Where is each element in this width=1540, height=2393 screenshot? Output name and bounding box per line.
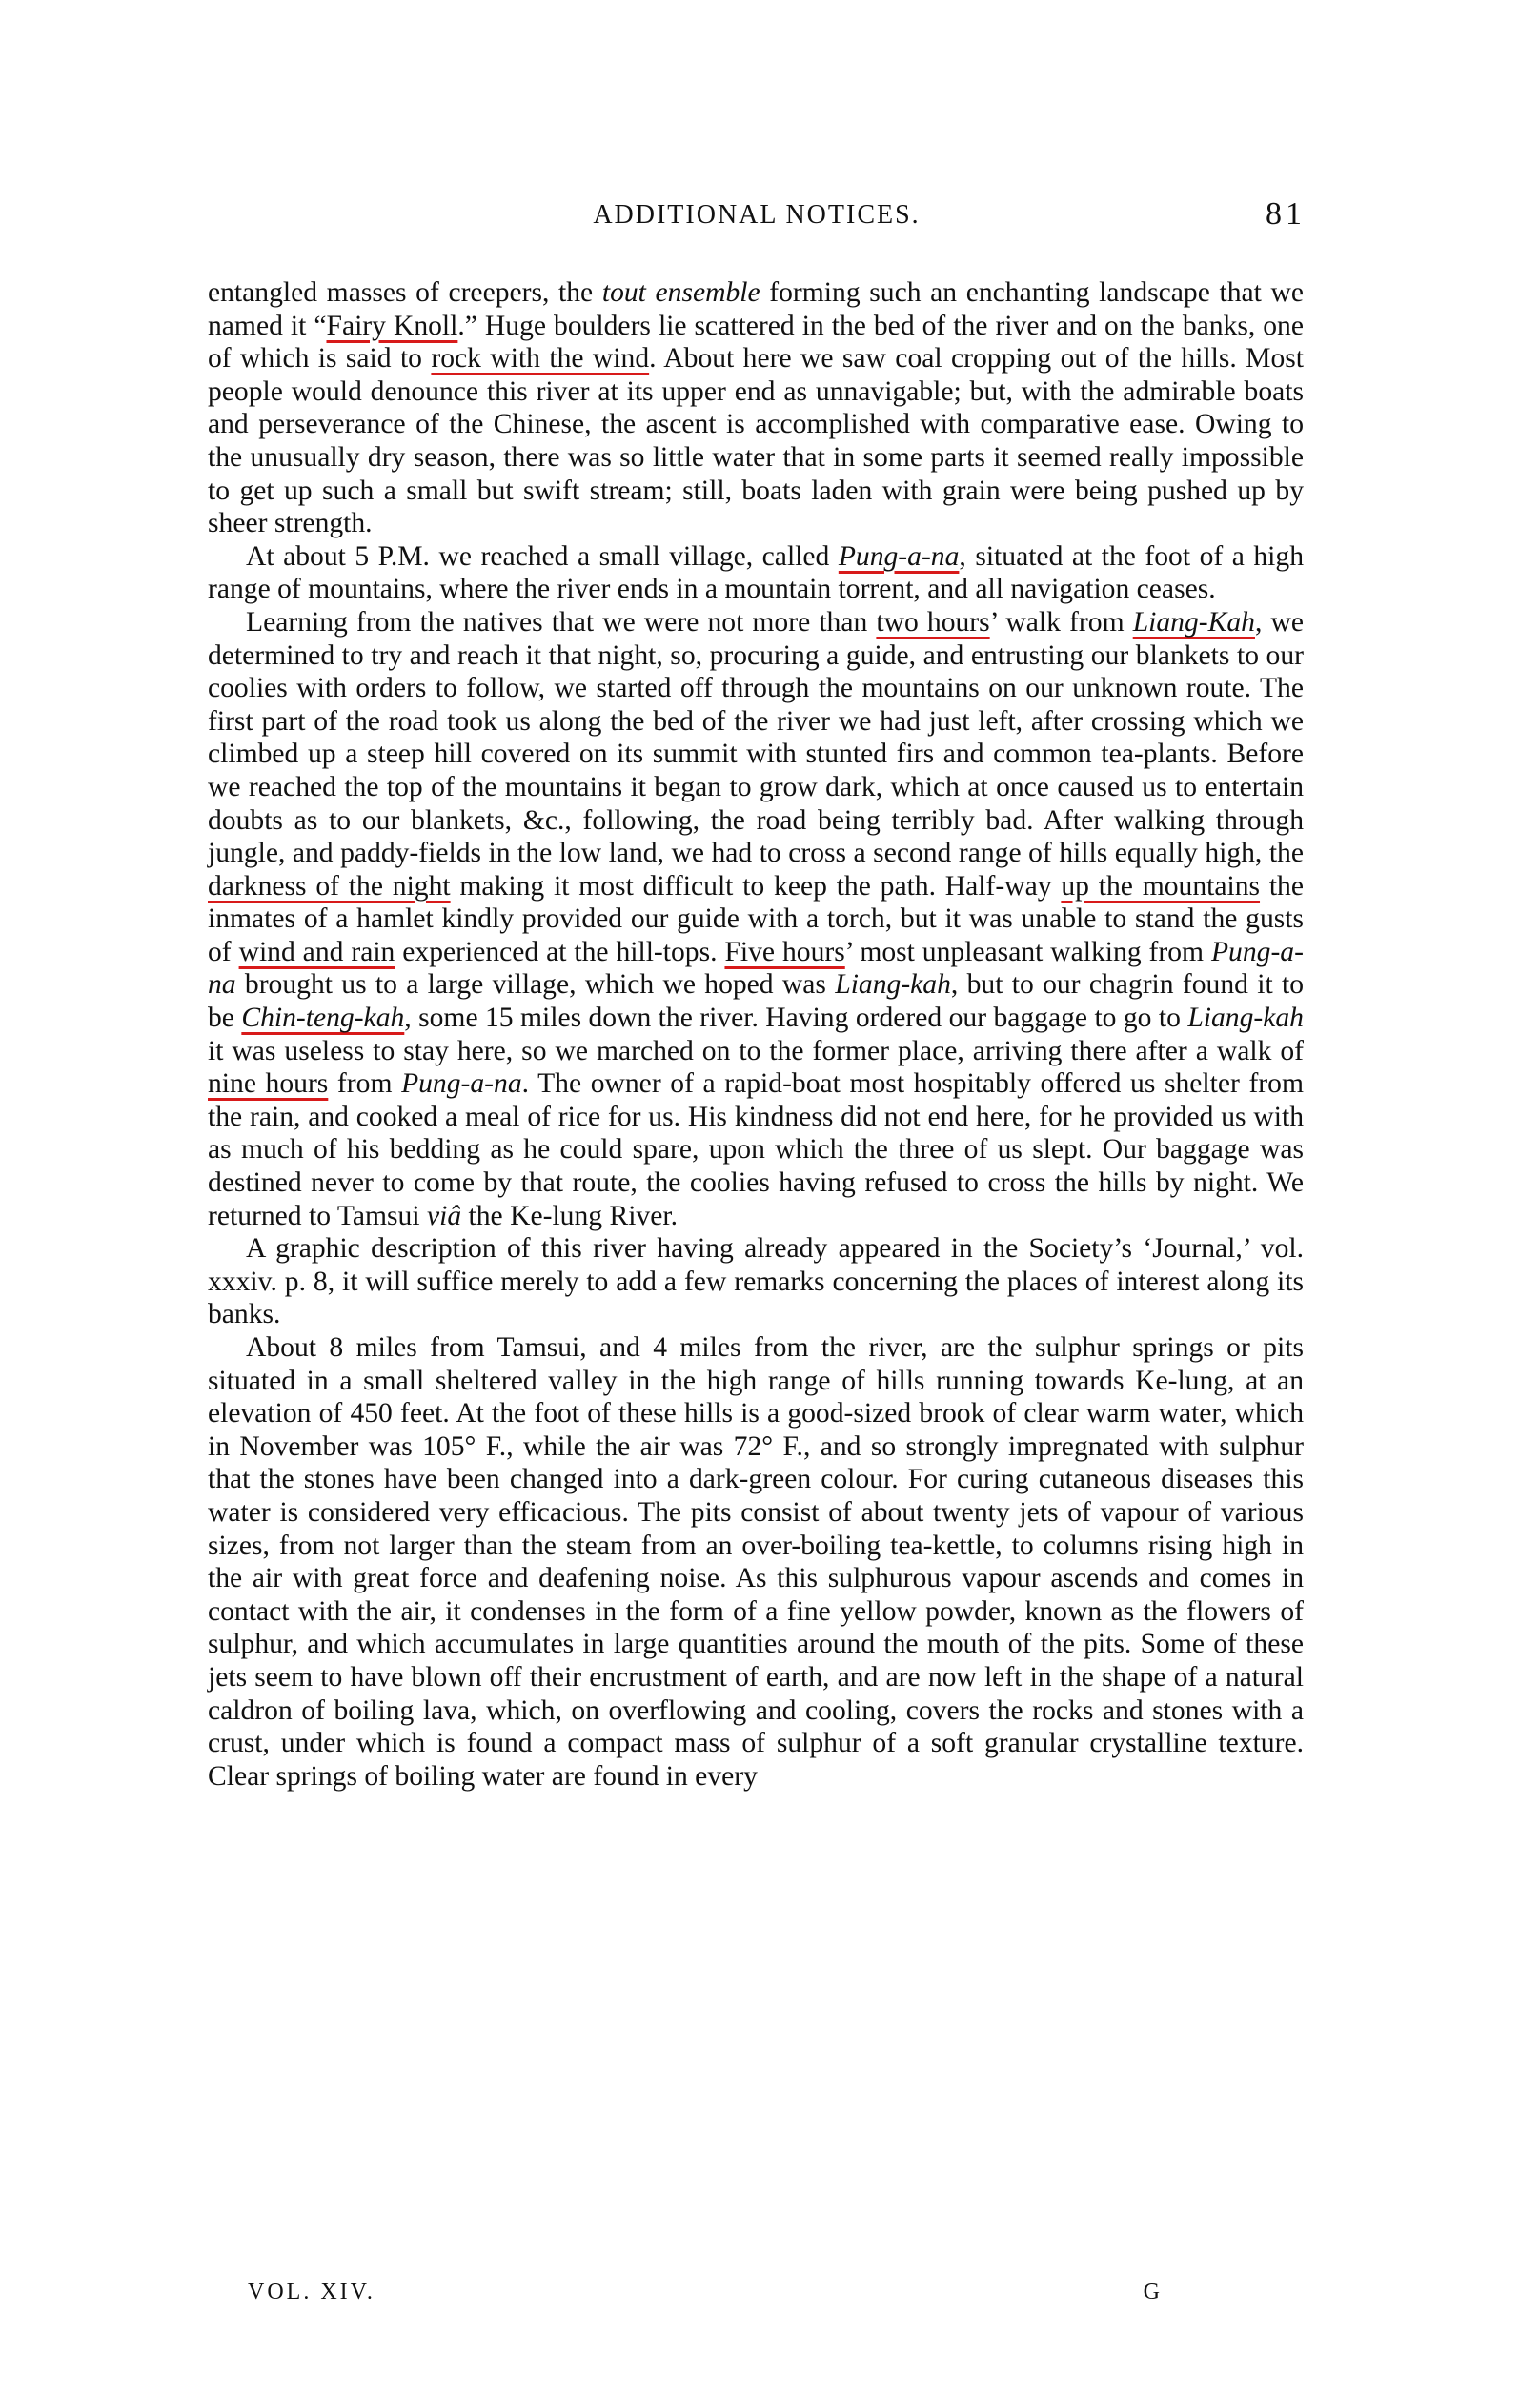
text-run: , but to our chagrin found it to be [208, 969, 1304, 1034]
underlined-phrase: Fairy Knoll [326, 310, 458, 341]
underlined-phrase: darkness of the night [208, 870, 451, 902]
italic-text: viâ [426, 1200, 462, 1231]
underlined-phrase: wind and rain [238, 936, 395, 967]
underlined-phrase: Five hours [724, 936, 845, 967]
underlined-phrase: rock with the wind [431, 343, 650, 375]
text-run: . The owner of a rapid-boat most hospitably offered us shelter from the rain, and cooked a meal of rice for us. His kindness did not end here, for he provided us with as much of his bedding as he could spare, upon which the three of us slept. Our baggage was destined never to come by that route, the coolies having refused to cross the hills by night. We returned to Tamsui [208, 1068, 1304, 1231]
italic-text: tout ensemble [601, 277, 760, 308]
underlined-phrase: Chin-teng-kah [241, 1003, 405, 1034]
running-title: ADDITIONAL NOTICES. [593, 200, 921, 230]
paragraph [208, 1331, 1304, 1793]
text-run: .” Huge boulders lie scattered in the bed of the river and on the banks, one of which is said to [208, 310, 1304, 375]
text-run: , some 15 miles down the river. Having ordered our baggage to go to [404, 1003, 1188, 1034]
underlined-phrase: nine hours [208, 1068, 329, 1100]
paragraph [208, 1232, 1304, 1331]
italic-text: Liang-kah [835, 969, 951, 1001]
italic-text: Liang-kah [1187, 1003, 1304, 1034]
volume-label: VOL. XIV. [248, 2280, 375, 2304]
text-run: A graphic description of this river having already appeared in the Society’s ‘Journal,’ vol. xxxiv. p. 8, it will suffice merely to add a few remarks concerning the places of interest along its banks. [208, 1233, 1304, 1330]
text-run: ’ walk from [989, 606, 1133, 638]
page-footer [248, 2280, 1163, 2318]
text-run: brought us to a large village, which we hoped was [235, 969, 836, 1001]
article-body [208, 276, 1304, 1793]
underlined-phrase: up the mountains [1061, 870, 1261, 902]
italic-text: Pung-a-na [401, 1068, 522, 1100]
text-run: forming such an enchanting landscape that we named it “ [208, 277, 1305, 341]
signature-mark: G [1143, 2280, 1163, 2304]
text-run: entangled masses of creepers, the [208, 277, 602, 308]
paragraph [208, 276, 1304, 540]
underlined-phrase: two hours [876, 606, 990, 638]
text-run: At about 5 P.M. we reached a small village, called [246, 540, 839, 572]
text-run: the Ke-lung River. [461, 1200, 678, 1231]
text-run: experienced at the hill-tops. [395, 936, 725, 967]
italic-text: Pung-a-na [208, 936, 1304, 1001]
text-run: making it most difficult to keep the path. Half-way [450, 870, 1062, 902]
paragraph [208, 540, 1304, 606]
paragraph [208, 606, 1304, 1232]
text-run: the inmates of a hamlet kindly provided our guide with a torch, but it was unable to stand the gusts of [208, 870, 1304, 967]
text-run: . About here we saw coal cropping out of the hills. Most people would denounce this river at its upper end as unnavigable; but, with the admirable boats and perseverance of the Chinese, the ascent is accomplished with comparative ease. Owing to the unusually dry season, there was so little water that in some parts it seemed really impossible to get up such a small but swift stream; still, boats laden with grain were being pushed up by sheer strength. [208, 343, 1305, 539]
underlined-phrase: Pung-a-na [838, 540, 960, 572]
text-run: ’ most unpleasant walking from [844, 936, 1211, 967]
text-run: , situated at the foot of a high range of mountains, where the river ends in a mountain torrent, and all navigation ceases. [208, 540, 1304, 605]
text-run: it was useless to stay here, so we marched on to the former place, arriving there after a walk of [208, 1035, 1304, 1066]
text-run: About 8 miles from Tamsui, and 4 miles from the river, are the sulphur springs or pits situated in a small sheltered valley in the high range of hills running towards Ke-lung, at an elevation of 450 feet. At the foot of these hills is a good-sized brook of clear warm water, which in November was 105° F., while the air was 72° F., and so strongly impregnated with sulphur that the stones have been changed into a dark-green colour. For curing cutaneous diseases this water is considered very efficacious. The pits consist of about twenty jets of vapour of various sizes, from not larger than the steam from an over-boiling tea-kettle, to columns rising high in the air with great force and deafening noise. As this sulphurous vapour ascends and comes in contact with the air, it condenses in the form of a fine yellow powder, known as the flowers of sulphur, and which accumulates in large quantities around the mouth of the pits. Some of these jets seem to have blown off their encrustment of earth, and are now left in the shape of a natural caldron of boiling lava, which, on overflowing and cooling, covers the rocks and stones with a crust, under which is found a compact mass of sulphur of a soft granular crystalline texture. Clear springs of boiling water are found in every [208, 1332, 1304, 1792]
page-number: 81 [1266, 196, 1306, 232]
text-run: Learning from the natives that we were not more than [246, 606, 877, 638]
page-header [208, 196, 1306, 248]
text-run: from [328, 1068, 402, 1100]
underlined-phrase: Liang-Kah [1132, 606, 1255, 638]
text-run: , we determined to try and reach it that night, so, procuring a guide, and entrusting our blankets to our coolies with orders to follow, we started off through the mountains on our unknown route. The first part of the road took us along the bed of the river we had just left, after crossing which we climbed up a steep hill covered on its summit with stunted firs and common tea-plants. Before we reached the top of the mountains it began to grow dark, which at once caused us to entertain doubts as to our blankets, &c., following, the road being terribly bad. After walking through jungle, and paddy-fields in the low land, we had to cross a second range of hills equally high, the [208, 606, 1304, 869]
